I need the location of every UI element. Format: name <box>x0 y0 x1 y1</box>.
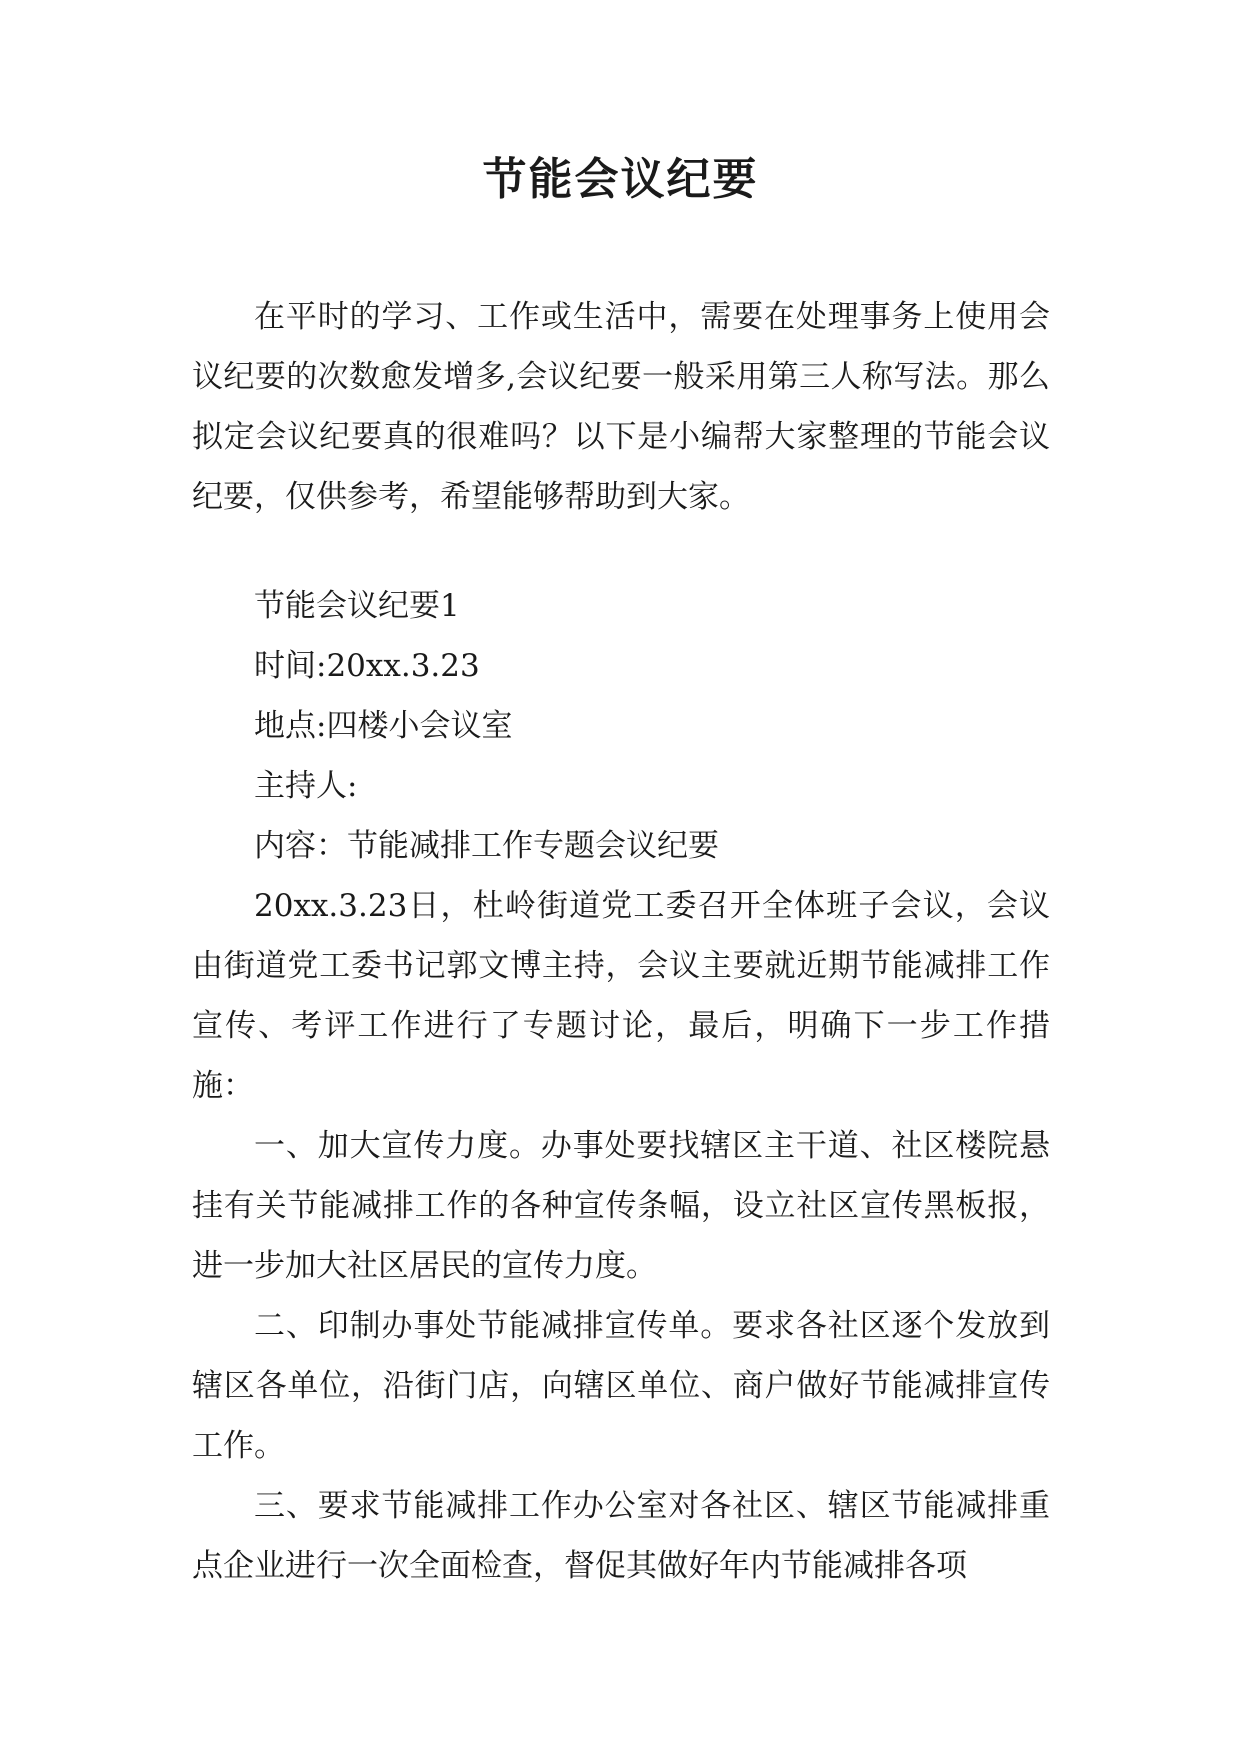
meeting-place: 地点:四楼小会议室 <box>254 708 513 744</box>
meeting-host: 主持人: <box>254 768 358 804</box>
body-paragraph: 三、要求节能减排工作办公室对各社区、辖区节能减排重点企业进行一次全面检查，督促其做好年内节能减排各项 <box>192 1488 1050 1584</box>
section-heading: 节能会议纪要1 <box>254 588 460 624</box>
body-paragraph: 20xx.3.23日，杜岭街道党工委召开全体班子会议，会议由街道党工委书记郭文博主持，会议主要就近期节能减排工作宣传、考评工作进行了专题讨论，最后，明确下一步工作措施： <box>192 888 1050 1104</box>
meeting-time: 时间:20xx.3.23 <box>254 648 480 684</box>
intro-section <box>192 287 1050 527</box>
document-title: 节能会议纪要 <box>482 154 759 205</box>
intro-paragraph: 在平时的学习、工作或生活中，需要在处理事务上使用会议纪要的次数愈发增多,会议纪要一般采用第三人称写法。那么拟定会议纪要真的很难吗？以下是小编帮大家整理的节能会议纪要，仅供参考，希望能够帮助到大家。 <box>192 299 1050 515</box>
meeting-content: 内容：节能减排工作专题会议纪要 <box>254 828 719 864</box>
meeting-minutes-section <box>192 576 1050 1596</box>
body-paragraph: 一、加大宣传力度。办事处要找辖区主干道、社区楼院悬挂有关节能减排工作的各种宣传条幅，设立社区宣传黑板报，进一步加大社区居民的宣传力度。 <box>192 1128 1050 1284</box>
body-paragraph: 二、印制办事处节能减排宣传单。要求各社区逐个发放到辖区各单位，沿街门店，向辖区单位、商户做好节能减排宣传工作。 <box>192 1308 1050 1464</box>
